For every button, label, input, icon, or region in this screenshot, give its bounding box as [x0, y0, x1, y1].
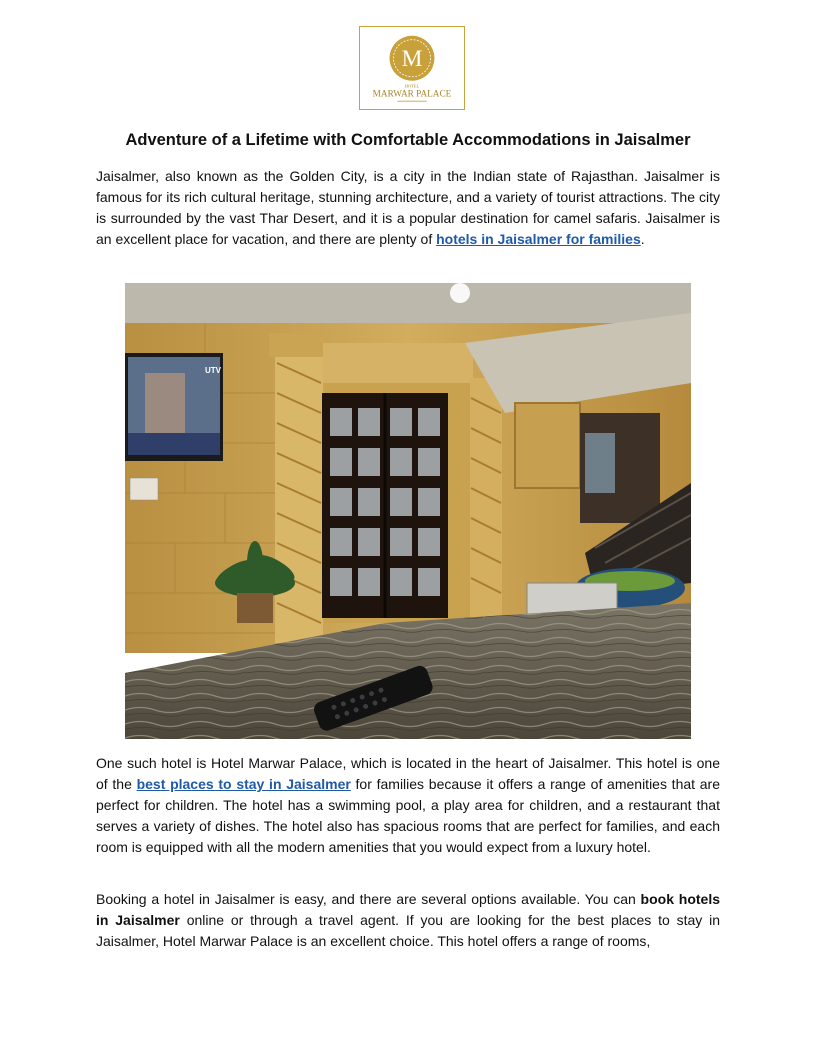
logo-emblem	[360, 27, 464, 109]
best-places-to-stay-link[interactable]: best places to stay in Jaisalmer	[136, 776, 351, 792]
hotel-lobby-photo	[125, 283, 691, 739]
paragraph-intro-text: Jaisalmer, also known as the Golden City, is a city in the Indian state of Rajasthan. Jaisalmer is famous for its rich cultural heritage, stunning architecture, and a variety of tourist attractions. The city is surrounded by the vast Thar Desert, and it is a popular destination for camel safaris. Jaisalmer is an excellent place for vacation, and there are plenty of	[96, 168, 720, 247]
paragraph-booking-end: online or through a travel agent. If you are looking for the best places to stay in Jaisalmer, Hotel Marwar Palace is an excellent choice. This hotel offers a range of rooms,	[96, 912, 721, 949]
paragraph-intro-end: .	[640, 231, 645, 247]
paragraph-hotel-marwar-text: One such hotel is Hotel Marwar Palace, which is located in the heart of Jaisalmer. This hotel is one of the	[96, 755, 720, 792]
logo-small-text: HOTEL	[404, 83, 420, 89]
tv-brand-label: UTV	[205, 366, 221, 375]
hotels-for-families-link[interactable]: hotels in Jaisalmer for families	[436, 231, 641, 247]
paragraph-hotel-marwar	[96, 753, 720, 858]
article-title: Adventure of a Lifetime with Comfortable Accommodations in Jaisalmer	[125, 131, 691, 149]
book-hotels-bold: book hotels in Jaisalmer	[96, 891, 720, 928]
logo-letter: M	[401, 46, 423, 73]
hotel-logo	[359, 26, 465, 110]
paragraph-booking	[96, 889, 720, 952]
paragraph-booking-text: Booking a hotel in Jaisalmer is easy, and there are several options available. You can	[96, 891, 641, 907]
paragraph-intro	[96, 166, 720, 250]
paragraph-hotel-marwar-end: for families because it offers a range of amenities that are perfect for children. The hotel has a swimming pool, a play area for children, and a restaurant that serves a variety of dishes. The hotel also has spacious rooms that are perfect for families, and each room is equipped with all the modern amenities that you would expect from a luxury hotel.	[96, 776, 720, 855]
logo-name: MARWAR PALACE	[372, 89, 452, 100]
